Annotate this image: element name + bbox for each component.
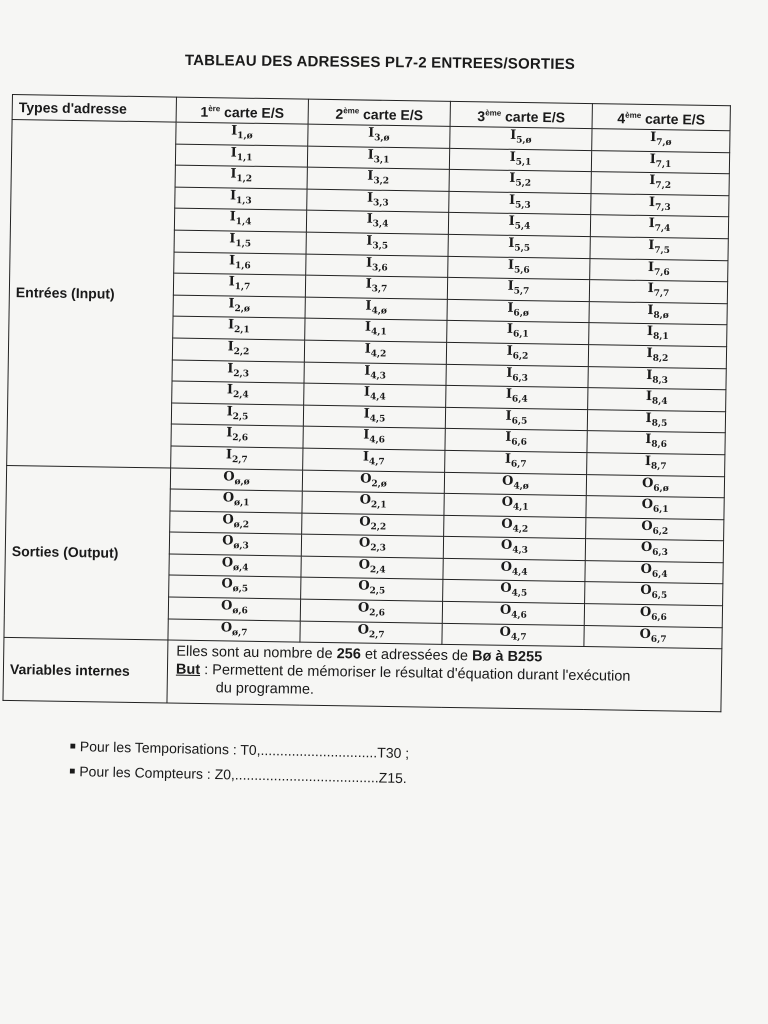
address-cell: $I_{1,7}$ xyxy=(173,273,305,297)
address-cell: $I_{7,4}$ xyxy=(590,215,728,239)
address-cell: $I_{6,1}$ xyxy=(447,321,589,345)
address-cell: $I_{2,2}$ xyxy=(172,338,304,362)
address-cell: $I_{1,5}$ xyxy=(174,230,306,254)
address-cell: $O_{ø,7}$ xyxy=(168,619,300,643)
address-cell: $O_{ø,5}$ xyxy=(169,575,301,599)
table-row-internal xyxy=(3,638,722,712)
address-cell: $I_{8,6}$ xyxy=(587,431,725,455)
address-cell: $O_{ø,2}$ xyxy=(170,511,302,535)
address-cell: $I_{4,ø}$ xyxy=(305,297,447,321)
address-cell: $I_{3,ø}$ xyxy=(308,124,450,148)
address-cell: $I_{6,4}$ xyxy=(446,385,588,409)
address-cell: $I_{6,2}$ xyxy=(446,342,588,366)
header-address-type: Types d'adresse xyxy=(12,95,176,123)
address-cell: $I_{6,6}$ xyxy=(445,429,587,453)
address-cell: $I_{8,4}$ xyxy=(588,388,726,412)
address-cell: $I_{7,2}$ xyxy=(591,172,729,196)
address-cell: $O_{4,7}$ xyxy=(442,623,584,647)
address-cell: $O_{4,3}$ xyxy=(443,537,585,561)
address-cell: $O_{6,3}$ xyxy=(585,539,723,563)
address-cell: $I_{5,6}$ xyxy=(448,256,590,280)
address-table-wrapper xyxy=(2,94,729,712)
address-cell: $O_{2,1}$ xyxy=(302,491,444,515)
header-card-1: 1ère carte E/S xyxy=(176,97,308,124)
address-cell: $I_{5,3}$ xyxy=(449,191,591,215)
address-cell: $O_{6,ø}$ xyxy=(586,474,724,498)
address-cell: $I_{8,5}$ xyxy=(587,409,725,433)
address-cell: $I_{4,4}$ xyxy=(304,383,446,407)
group-label-internal: Variables internes xyxy=(3,638,168,704)
address-cell: $I_{5,5}$ xyxy=(448,234,590,258)
internal-variables-note: Elles sont au nombre de 256 et adressées de Bø à B255 But : Permettent de mémoriser le résultat d'équation durant l'exécution du programme. xyxy=(167,640,722,712)
address-cell: $I_{7,3}$ xyxy=(591,193,729,217)
address-cell: $O_{2,ø}$ xyxy=(302,470,444,494)
header-card-2: 2ème carte E/S xyxy=(308,99,450,126)
address-cell: $I_{4,3}$ xyxy=(304,362,446,386)
address-cell: $I_{6,3}$ xyxy=(446,364,588,388)
address-cell: $O_{4,4}$ xyxy=(443,558,585,582)
address-cell: $I_{2,5}$ xyxy=(171,403,303,427)
address-cell: $I_{3,2}$ xyxy=(307,167,449,191)
address-cell: $I_{8,3}$ xyxy=(588,366,726,390)
address-cell: $I_{2,ø}$ xyxy=(173,295,305,319)
address-cell: $O_{2,4}$ xyxy=(301,556,443,580)
address-cell: $O_{4,5}$ xyxy=(443,580,585,604)
address-cell: $I_{8,1}$ xyxy=(589,323,727,347)
address-cell: $I_{3,1}$ xyxy=(307,146,449,170)
list-item: ■ Pour les Temporisations : T0,..............................T30 ; xyxy=(69,738,410,762)
address-cell: $O_{ø,4}$ xyxy=(169,554,301,578)
address-cell: $O_{4,ø}$ xyxy=(444,472,586,496)
address-cell: $I_{3,4}$ xyxy=(306,211,448,235)
address-cell: $I_{8,7}$ xyxy=(587,452,725,476)
footnotes xyxy=(69,736,670,799)
address-cell: $I_{2,7}$ xyxy=(171,446,303,470)
address-cell: $I_{4,1}$ xyxy=(305,318,447,342)
header-card-4: 4ème carte E/S xyxy=(592,104,730,131)
address-cell: $O_{2,6}$ xyxy=(300,599,442,623)
address-cell: $O_{2,3}$ xyxy=(301,534,443,558)
address-cell: $O_{4,6}$ xyxy=(442,601,584,625)
address-cell: $I_{5,2}$ xyxy=(449,170,591,194)
address-cell: $I_{2,4}$ xyxy=(172,381,304,405)
address-cell: $I_{1,2}$ xyxy=(175,165,307,189)
address-cell: $I_{3,3}$ xyxy=(307,189,449,213)
address-cell: $O_{ø,3}$ xyxy=(169,532,301,556)
address-cell: $O_{2,5}$ xyxy=(301,578,443,602)
header-card-3: 3ème carte E/S xyxy=(450,101,592,128)
address-cell: $I_{6,5}$ xyxy=(445,407,587,431)
address-cell: $I_{1,3}$ xyxy=(175,187,307,211)
address-cell: $O_{6,5}$ xyxy=(585,582,723,606)
address-cell: $I_{3,6}$ xyxy=(306,254,448,278)
address-cell: $I_{5,4}$ xyxy=(448,213,590,237)
address-cell: $O_{ø,6}$ xyxy=(168,597,300,621)
address-cell: $I_{8,ø}$ xyxy=(589,301,727,325)
address-cell: $I_{7,7}$ xyxy=(589,280,727,304)
address-cell: $I_{4,7}$ xyxy=(303,448,445,472)
address-cell: $I_{7,6}$ xyxy=(590,258,728,282)
address-cell: $I_{6,7}$ xyxy=(445,450,587,474)
address-cell: $I_{3,7}$ xyxy=(305,275,447,299)
address-cell: $I_{1,ø}$ xyxy=(176,122,308,146)
address-cell: $I_{2,1}$ xyxy=(173,316,305,340)
address-cell: $O_{2,7}$ xyxy=(300,621,442,645)
address-cell: $I_{5,1}$ xyxy=(449,148,591,172)
address-cell: $O_{2,2}$ xyxy=(302,513,444,537)
address-cell: $I_{5,7}$ xyxy=(447,278,589,302)
address-cell: $I_{8,2}$ xyxy=(588,345,726,369)
address-cell: $I_{1,6}$ xyxy=(174,252,306,276)
address-cell: $O_{6,2}$ xyxy=(586,517,724,541)
group-label-inputs: Entrées (Input) xyxy=(7,120,176,468)
group-label-outputs: Sorties (Output) xyxy=(4,465,171,640)
address-cell: $O_{ø,1}$ xyxy=(170,489,302,513)
address-cell: $I_{6,ø}$ xyxy=(447,299,589,323)
address-cell: $I_{7,5}$ xyxy=(590,237,728,261)
address-cell: $O_{4,2}$ xyxy=(444,515,586,539)
address-cell: $O_{6,4}$ xyxy=(585,560,723,584)
address-cell: $O_{6,1}$ xyxy=(586,496,724,520)
address-cell: $I_{1,4}$ xyxy=(174,208,306,232)
address-cell: $I_{7,1}$ xyxy=(591,150,729,174)
address-cell: $O_{ø,ø}$ xyxy=(170,468,302,492)
address-cell: $I_{5,ø}$ xyxy=(450,126,592,150)
address-cell: $I_{7,ø}$ xyxy=(592,129,730,153)
address-cell: $I_{3,5}$ xyxy=(306,232,448,256)
address-cell: $I_{2,3}$ xyxy=(172,360,304,384)
address-cell: $O_{4,1}$ xyxy=(444,493,586,517)
address-cell: $I_{2,6}$ xyxy=(171,424,303,448)
address-cell: $I_{1,1}$ xyxy=(175,144,307,168)
address-cell: $O_{6,7}$ xyxy=(584,625,722,649)
list-item: ■ Pour les Compteurs : Z0,.....................................Z15. xyxy=(69,763,407,787)
address-cell: $I_{4,2}$ xyxy=(304,340,446,364)
address-cell: $O_{6,6}$ xyxy=(584,604,722,628)
address-cell: $I_{4,5}$ xyxy=(303,405,445,429)
address-cell: $I_{4,6}$ xyxy=(303,426,445,450)
page-title: TABLEAU DES ADRESSES PL7-2 ENTREES/SORTIES xyxy=(184,51,576,74)
address-table xyxy=(2,94,730,712)
